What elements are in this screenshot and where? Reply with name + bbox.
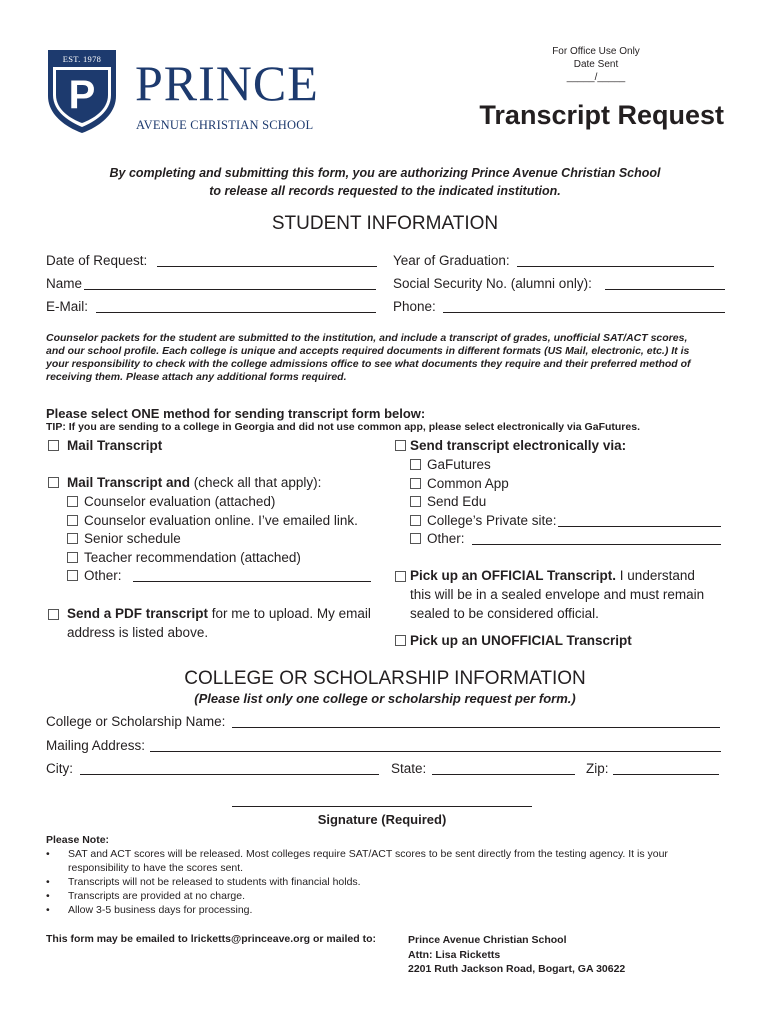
electronic-other-checkbox[interactable] (410, 533, 421, 544)
intro-line-1: By completing and submitting this form, you are authorizing Prince Avenue Christian School (109, 166, 661, 180)
send-pdf-rest: for me to upload. My email (208, 606, 371, 621)
date-of-request-label: Date of Request: (46, 253, 148, 268)
logo-est: EST. 1978 (62, 54, 102, 64)
state-label: State: (391, 761, 427, 776)
official-line-2: this will be in a sealed envelope and must remain (410, 587, 705, 602)
mail-option-label: Counselor evaluation (attached) (84, 494, 276, 509)
send-pdf-label (67, 606, 371, 622)
official-line-3: sealed to be considered official. (410, 606, 599, 621)
mail-transcript-and-checkbox[interactable] (48, 477, 59, 488)
bullet-glyph: • (46, 876, 50, 888)
send-pdf-line-2: address is listed above. (67, 625, 209, 640)
mail-and-bold: Mail Transcript and (67, 475, 191, 490)
mail-option-label: Other: (84, 568, 122, 583)
college-name-label: College or Scholarship Name: (46, 714, 226, 729)
mail-transcript-label: Mail Transcript (67, 438, 163, 453)
senior-schedule-checkbox[interactable] (67, 533, 78, 544)
electronic-option-label: Other: (427, 531, 465, 546)
counselor-note-line: receiving them. Please attach any additional forms required. (46, 371, 347, 383)
send-pdf-bold: Send a PDF transcript (67, 606, 209, 621)
ssn-label: Social Security No. (alumni only): (393, 276, 592, 291)
state-field[interactable] (432, 774, 575, 775)
note-item: Allow 3-5 business days for processing. (68, 904, 253, 916)
page-title: Transcript Request (479, 100, 724, 130)
authorization-statement (0, 164, 770, 200)
note-item: Transcripts will not be released to students with financial holds. (68, 876, 361, 888)
graduation-year-label: Year of Graduation: (393, 253, 510, 268)
date-of-request-field[interactable] (157, 266, 377, 267)
student-info-heading: STUDENT INFORMATION (271, 213, 499, 234)
footer-email-statement: This form may be emailed to lricketts@princeave.org or mailed to: (46, 933, 376, 945)
name-field[interactable] (84, 289, 376, 290)
mail-option-label: Teacher recommendation (attached) (84, 550, 301, 565)
college-info-subheading: (Please list only one college or scholarship request per form.) (194, 691, 576, 706)
office-use-box (530, 45, 662, 84)
ssn-field[interactable] (605, 289, 725, 290)
email-label: E-Mail: (46, 299, 89, 314)
address-line: Prince Avenue Christian School (408, 934, 567, 946)
gafutures-checkbox[interactable] (410, 459, 421, 470)
city-label: City: (46, 761, 73, 776)
official-bold: Pick up an OFFICIAL Transcript. (410, 568, 617, 583)
logo-name: PRINCE (135, 55, 319, 111)
phone-field[interactable] (443, 312, 725, 313)
official-transcript-label (410, 568, 695, 584)
electronic-option-label: Send Edu (427, 494, 487, 509)
notes-heading: Please Note: (46, 834, 110, 846)
mail-transcript-checkbox[interactable] (48, 440, 59, 451)
date-sent-label: Date Sent (573, 59, 619, 70)
unofficial-transcript-label: Pick up an UNOFFICIAL Transcript (410, 633, 632, 648)
zip-field[interactable] (613, 774, 719, 775)
note-item: Transcripts are provided at no charge. (68, 890, 246, 902)
counselor-note-line: your responsibility to check with the college admissions office to see what documents they require and their preferred method of (46, 358, 691, 370)
send-electronically-label: Send transcript electronically via: (410, 438, 627, 453)
mail-option-label: Counselor evaluation online. I’ve emailed link. (84, 513, 358, 528)
logo-initial: P (68, 73, 96, 117)
official-transcript-checkbox[interactable] (395, 571, 406, 582)
bullet-glyph: • (46, 890, 50, 902)
note-item: SAT and ACT scores will be released. Most colleges require SAT/ACT scores to be sent directly from the testing agency. It is your (68, 848, 668, 860)
logo-subname: AVENUE CHRISTIAN SCHOOL (136, 118, 314, 132)
send-electronically-checkbox[interactable] (395, 440, 406, 451)
counselor-eval-online-checkbox[interactable] (67, 515, 78, 526)
date-sent-field[interactable]: _____/_____ (566, 72, 626, 83)
office-use-label: For Office Use Only (552, 46, 640, 57)
send-pdf-checkbox[interactable] (48, 609, 59, 620)
counselor-eval-attached-checkbox[interactable] (67, 496, 78, 507)
signature-field[interactable] (232, 806, 532, 807)
zip-label: Zip: (586, 761, 609, 776)
send-edu-checkbox[interactable] (410, 496, 421, 507)
mailing-address-label: Mailing Address: (46, 738, 146, 753)
college-name-field[interactable] (232, 727, 720, 728)
address-line: 2201 Ruth Jackson Road, Bogart, GA 30622 (408, 963, 626, 975)
counselor-note (46, 332, 736, 384)
electronic-option-label: GaFutures (427, 457, 491, 472)
bullet-glyph: • (46, 904, 50, 916)
private-site-checkbox[interactable] (410, 515, 421, 526)
bullet-glyph: • (46, 848, 50, 860)
mailing-address-field[interactable] (150, 751, 721, 752)
address-line: Attn: Lisa Ricketts (408, 948, 501, 961)
graduation-year-field[interactable] (517, 266, 714, 267)
city-field[interactable] (80, 774, 379, 775)
electronic-option-label: College’s Private site: (427, 513, 557, 528)
phone-label: Phone: (393, 299, 436, 314)
private-site-field[interactable] (558, 526, 721, 527)
name-label: Name (46, 276, 83, 291)
college-info-heading: COLLEGE OR SCHOLARSHIP INFORMATION (184, 668, 586, 689)
mail-other-field[interactable] (133, 581, 371, 582)
counselor-note-line: Counselor packets for the student are submitted to the institution, and include a transcript of grades, unofficial SAT/ACT scores, (46, 332, 688, 344)
teacher-recommendation-checkbox[interactable] (67, 552, 78, 563)
electronic-option-label: Common App (427, 476, 509, 491)
electronic-other-field[interactable] (472, 544, 721, 545)
email-field[interactable] (96, 312, 376, 313)
note-item-continued: responsibility to have the scores sent. (68, 862, 244, 874)
counselor-note-line: and our school profile. Each college is unique and accepts required documents in different formats (US Mail, electronic, etc.) It is (46, 345, 690, 357)
mail-and-rest: (check all that apply): (190, 475, 322, 490)
method-heading: Please select ONE method for sending transcript form below: (46, 406, 426, 421)
official-rest: I understand (616, 568, 695, 583)
unofficial-transcript-checkbox[interactable] (395, 635, 406, 646)
signature-label: Signature (Required) (317, 812, 447, 827)
mail-other-checkbox[interactable] (67, 570, 78, 581)
mail-option-label: Senior schedule (84, 531, 181, 546)
intro-line-2: to release all records requested to the indicated institution. (209, 184, 561, 198)
method-tip: TIP: If you are sending to a college in Georgia and did not use common app, please select electronically via GaFutures. (46, 421, 640, 433)
common-app-checkbox[interactable] (410, 478, 421, 489)
mail-transcript-and-label (67, 475, 321, 491)
school-logo (46, 48, 336, 138)
mailing-address-block (408, 933, 625, 977)
